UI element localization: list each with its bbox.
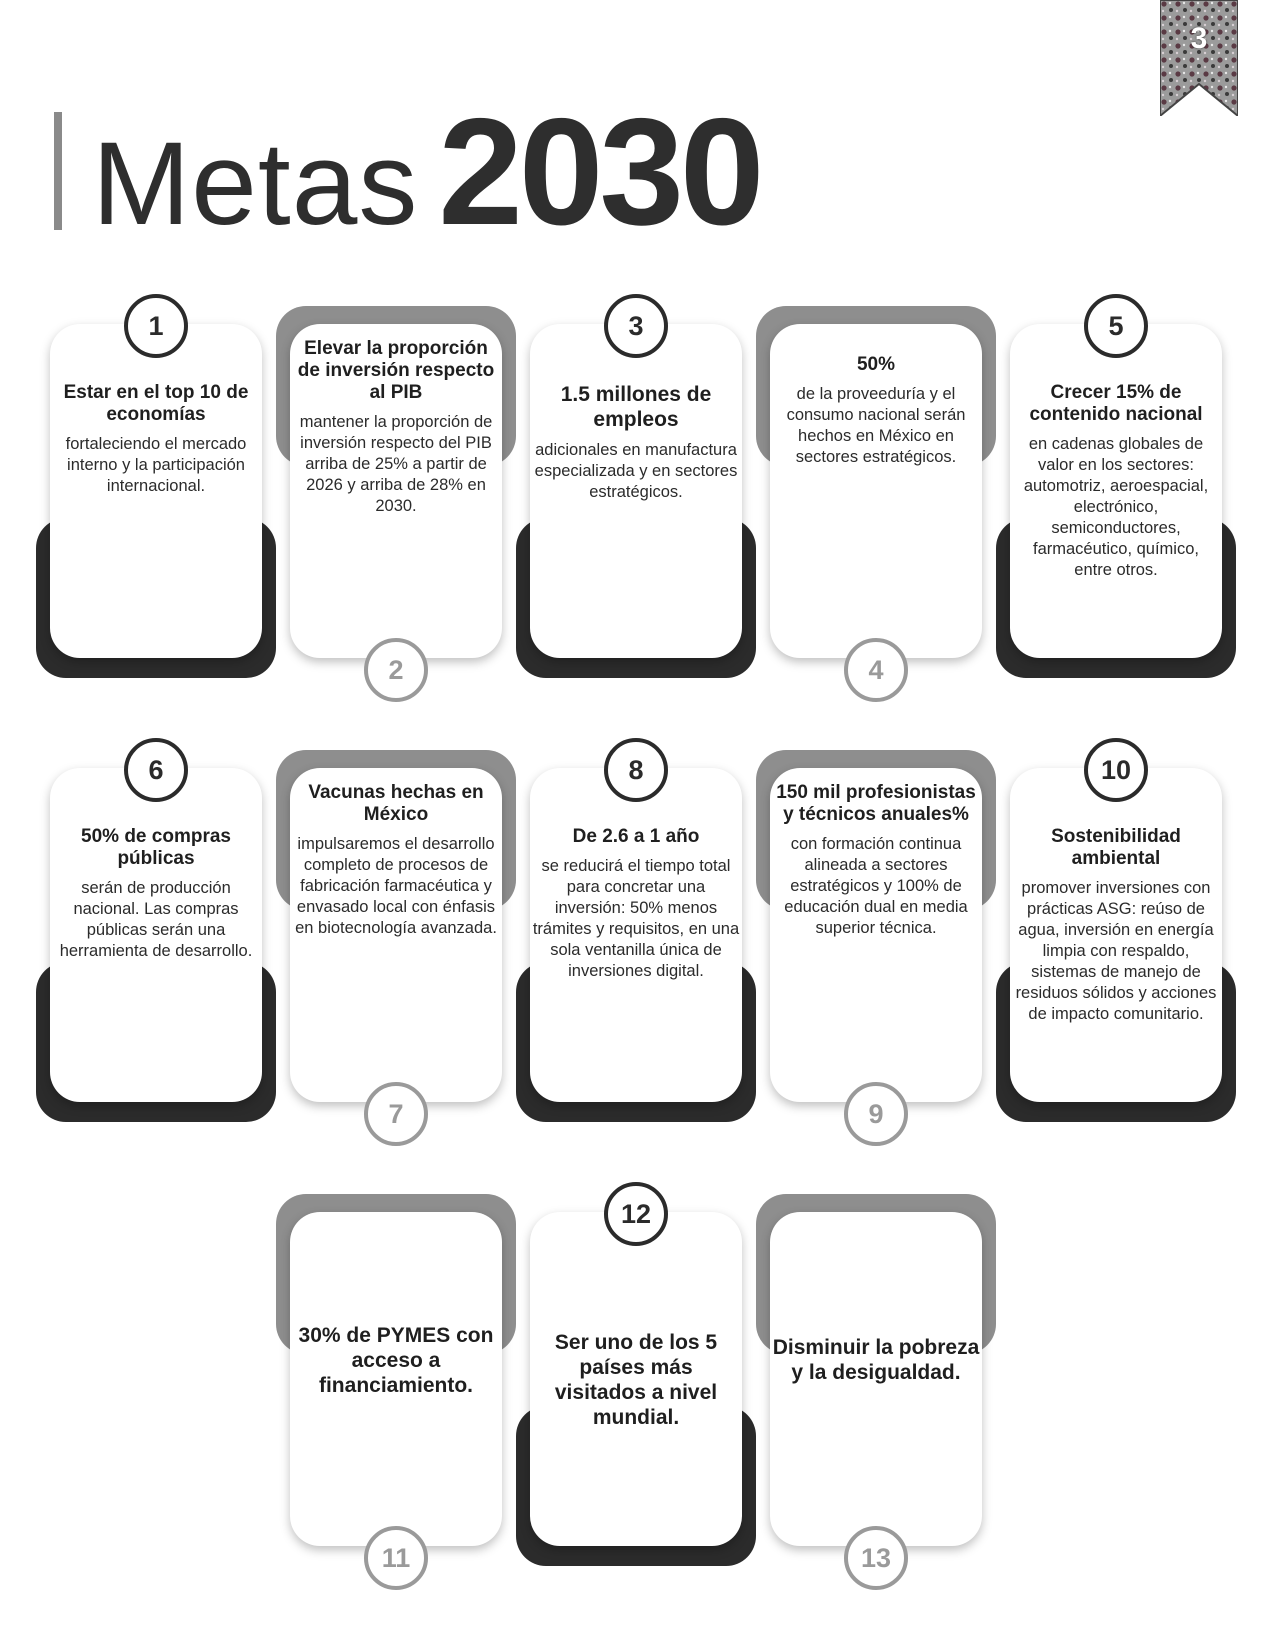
goal-heading: 50% — [856, 354, 896, 375]
goal-content — [532, 826, 740, 982]
goal-body: serán de producción nacional. Las compras públicas serán una herramienta de desarrollo. — [59, 879, 253, 960]
goal-number-badge: 7 — [364, 1082, 428, 1146]
goal-content — [292, 1194, 500, 1566]
goal-content — [772, 782, 980, 939]
goal-number-badge: 13 — [844, 1526, 908, 1590]
goal-heading: Ser uno de los 5 países más visitados a nivel mundial. — [554, 1331, 718, 1429]
goal-number-badge: 5 — [1084, 294, 1148, 358]
goal-body: de la proveeduría y el consumo nacional serán hechos en México en sectores estratégicos. — [786, 385, 966, 466]
goal-content — [292, 338, 500, 517]
goal-heading: 50% de compras públicas — [81, 826, 231, 869]
page-title — [92, 87, 761, 257]
goal-number-badge: 2 — [364, 638, 428, 702]
goal-content — [1012, 382, 1220, 581]
goal-card-11 — [276, 1194, 516, 1573]
goal-card-10 — [996, 750, 1236, 1122]
goal-content — [52, 382, 260, 497]
goal-body: con formación continua alineada a sectores estratégicos y 100% de educación dual en media superior técnica. — [784, 835, 968, 937]
goal-number-badge: 6 — [124, 738, 188, 802]
goal-number-badge: 4 — [844, 638, 908, 702]
goal-heading: Elevar la proporción de inversión respecto al PIB — [297, 338, 495, 403]
goal-number-badge: 1 — [124, 294, 188, 358]
goal-card-12 — [516, 1194, 756, 1566]
goal-card-4 — [756, 306, 996, 685]
goal-body: en cadenas globales de valor en los sectores: automotriz, aeroespacial, electrónico, semiconductores, farmacéutico, químico, entre otros. — [1023, 435, 1209, 579]
title-accent-bar — [54, 112, 62, 230]
goal-heading: Vacunas hechas en México — [308, 782, 484, 825]
goal-card-9 — [756, 750, 996, 1129]
goal-content — [772, 354, 980, 468]
goal-body: mantener la proporción de inversión respecto del PIB arriba de 25% a partir de 2026 y arriba de 28% en 2030. — [299, 413, 493, 515]
goal-number-badge: 11 — [364, 1526, 428, 1590]
page-ribbon-icon — [1160, 0, 1238, 116]
goal-card-2 — [276, 306, 516, 685]
title-light: Metas — [92, 118, 419, 250]
goal-content — [52, 826, 260, 962]
goal-heading: Estar en el top 10 de economías — [63, 382, 249, 425]
goal-content — [772, 1194, 980, 1566]
goal-heading: 150 mil profesionistas y técnicos anuales% — [776, 782, 976, 825]
goal-card-6 — [36, 750, 276, 1122]
page-number: 3 — [1190, 22, 1208, 55]
goal-body: fortaleciendo el mercado interno y la participación internacional. — [65, 435, 247, 495]
goal-card-8 — [516, 750, 756, 1122]
goal-heading: Crecer 15% de contenido nacional — [1029, 382, 1203, 425]
goal-card-3 — [516, 306, 756, 678]
goal-card-13 — [756, 1194, 996, 1573]
goal-number-badge: 12 — [604, 1182, 668, 1246]
goal-card-1 — [36, 306, 276, 678]
goal-number-badge: 8 — [604, 738, 668, 802]
goal-body: promover inversiones con prácticas ASG: reúso de agua, inversión en energía limpia con respaldo, sistemas de manejo de residuos sólidos y acciones de impacto comunitario. — [1015, 879, 1217, 1023]
goal-heading: Sostenibilidad ambiental — [1051, 826, 1181, 869]
goal-number-badge: 9 — [844, 1082, 908, 1146]
goal-body: adicionales en manufactura especializada y en sectores estratégicos. — [534, 441, 738, 501]
goal-card-7 — [276, 750, 516, 1129]
goal-heading: 1.5 millones de empleos — [560, 383, 712, 431]
goal-number-badge: 10 — [1084, 738, 1148, 802]
goal-body: impulsaremos el desarrollo completo de procesos de fabricación farmacéutica y envasado local con énfasis en biotecnología avanzada. — [295, 835, 497, 937]
title-year: 2030 — [438, 87, 761, 257]
goal-content — [532, 382, 740, 503]
goal-content — [1012, 826, 1220, 1025]
goal-card-5 — [996, 306, 1236, 678]
goal-number-badge: 3 — [604, 294, 668, 358]
goal-heading: 30% de PYMES con acceso a financiamiento. — [298, 1323, 494, 1397]
goal-heading: Disminuir la pobreza y la desigualdad. — [772, 1336, 980, 1384]
goal-content — [532, 1194, 740, 1566]
goal-body: se reducirá el tiempo total para concretar una inversión: 50% menos trámites y requisitos, en una sola ventanilla única de inversiones digital. — [532, 857, 740, 980]
goal-content — [292, 782, 500, 939]
goal-heading: De 2.6 a 1 año — [572, 826, 700, 847]
